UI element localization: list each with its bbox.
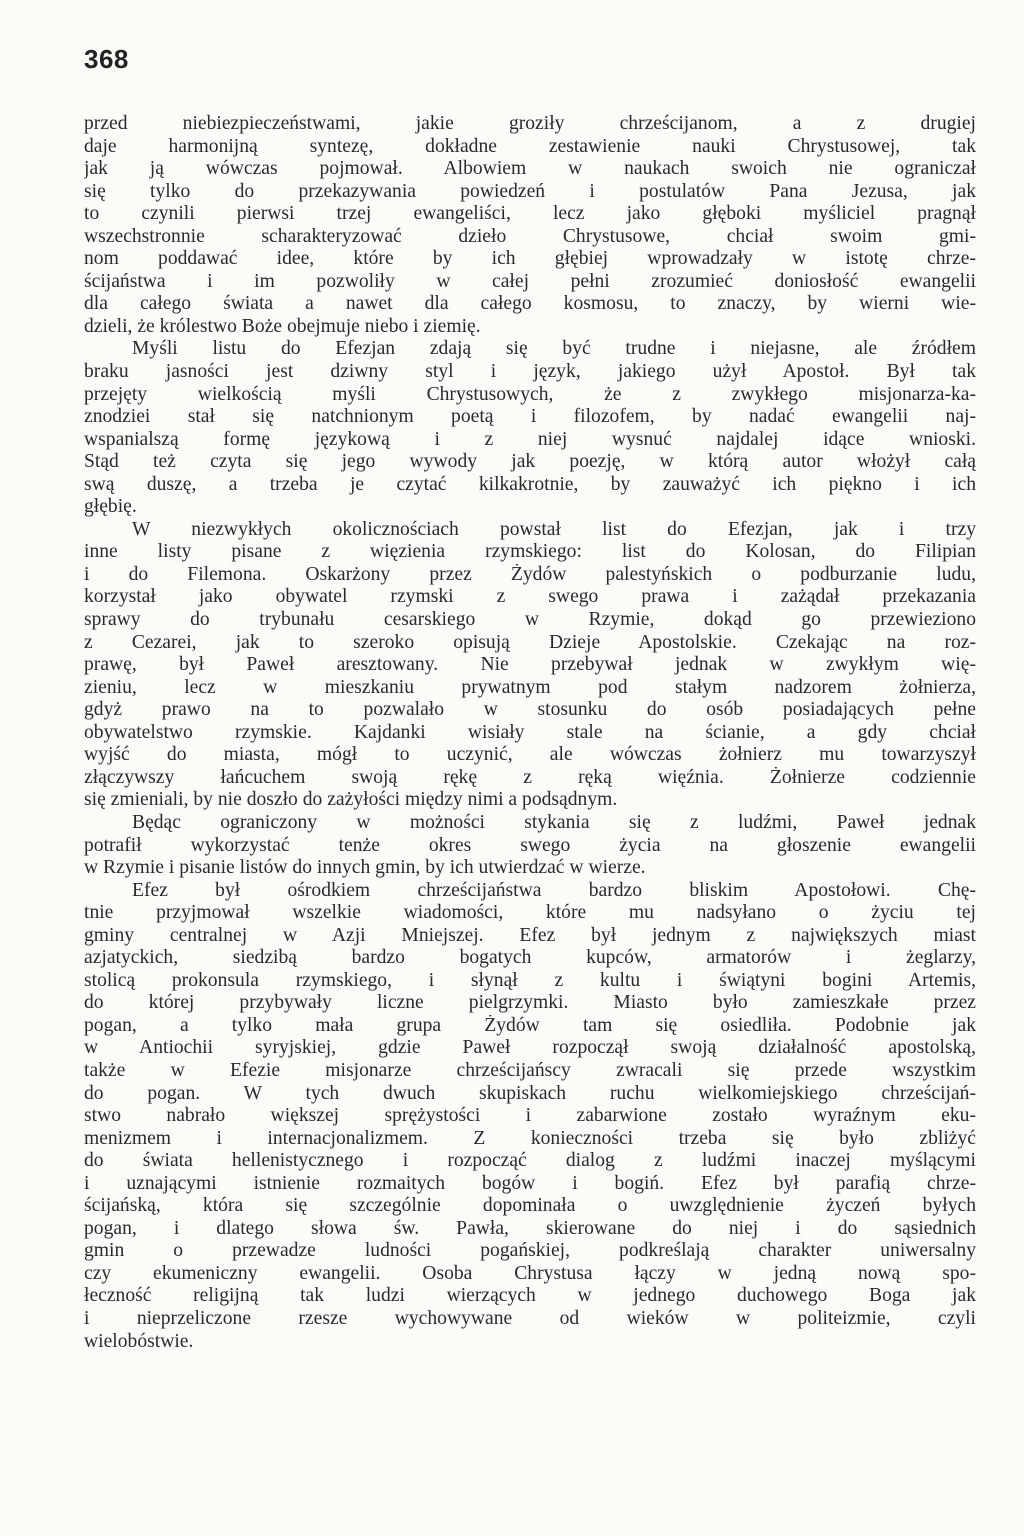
text-line: jak ją wówczas pojmował. Albowiem w naukach swoich nie ograniczał xyxy=(84,158,976,180)
text-line: i do Filemona. Oskarżony przez Żydów palestyńskich o podburzanie ludu, xyxy=(84,563,976,585)
text-line: korzystał jako obywatel rzymski z swego prawa i zażądał przekazania xyxy=(84,586,976,608)
text-line: potrafił wykorzystać tenże okres swego życia na głoszenie ewangelii xyxy=(84,834,976,856)
page-number: 368 xyxy=(84,44,129,74)
text-line: dla całego świata a nawet dla całego kosmosu, to znaczy, by wierni wie- xyxy=(84,293,976,315)
text-line: Będąc ograniczony w możności stykania się z ludźmi, Paweł jednak xyxy=(132,811,976,833)
text-line: stolicą prokonsula rzymskiego, i słynął z kultu i świątyni bogini Artemis, xyxy=(84,969,976,991)
text-line: Stąd też czyta się jego wywody jak poezję, w którą autor włożył całą xyxy=(84,451,976,473)
paragraph xyxy=(84,519,976,812)
text-line: znodziei stał się natchnionym poetą i filozofem, by nadać ewangelii naj- xyxy=(84,406,976,428)
text-line: azjatyckich, siedzibą bardzo bogatych kupców, armatorów i żeglarzy, xyxy=(84,947,976,969)
text-line: W niezwykłych okolicznościach powstał list do Efezjan, jak i trzy xyxy=(132,518,976,540)
text-line: do pogan. W tych dwuch skupiskach ruchu wielkomiejskiego chrześcijań- xyxy=(84,1082,976,1104)
text-line: prawę, był Paweł aresztowany. Nie przebywał jednak w zwykłym wię- xyxy=(84,654,976,676)
text-line: ścijańską, która się szczególnie dopominała o uwzględnienie życzeń byłych xyxy=(84,1195,976,1217)
text-line: tnie przyjmował wszelkie wiadomości, które mu nadsyłano o życiu tej xyxy=(84,902,976,924)
text-line: czy ekumeniczny ewangelii. Osoba Chrystusa łączy w jedną nową spo- xyxy=(84,1262,976,1284)
text-line: Myśli listu do Efezjan zdają się być trudne i niejasne, ale źródłem xyxy=(132,338,976,360)
text-line: w Antiochii syryjskiej, gdzie Paweł rozpoczął swoją działalność apostolską, xyxy=(84,1037,976,1059)
text-line: sprawy do trybunału cesarskiego w Rzymie, dokąd go przewieziono xyxy=(84,609,976,631)
text-line: menizmem i internacjonalizmem. Z konieczności trzeba się było zbliżyć xyxy=(84,1127,976,1149)
text-line: głębię. xyxy=(84,496,137,518)
text-line: i uznającymi istnienie rozmaitych bogów i bogiń. Efez był parafią chrze- xyxy=(84,1172,976,1194)
text-line: łeczność religijną tak ludzi wierzących w jednego duchowego Boga jak xyxy=(84,1285,976,1307)
text-line: do świata hellenistycznego i rozpocząć dialog z ludźmi inaczej myślącymi xyxy=(84,1150,976,1172)
paragraph xyxy=(84,812,976,880)
text-line: braku jasności jest dziwny styl i język, jakiego użył Apostoł. Był tak xyxy=(84,361,976,383)
paragraph xyxy=(84,113,976,338)
text-line: wspanialszą formę językową i z niej wysnuć najdalej idące wnioski. xyxy=(84,428,976,450)
text-line: pogan, a tylko mała grupa Żydów tam się osiedliła. Podobnie jak xyxy=(84,1014,976,1036)
text-line: gminy centralnej w Azji Mniejszej. Efez był jednym z największych miast xyxy=(84,924,976,946)
text-line: przed niebiezpieczeństwami, jakie groziły chrześcijanom, a z drugiej xyxy=(84,113,976,134)
text-line: i nieprzeliczone rzesze wychowywane od wieków w politeizmie, czyli xyxy=(84,1307,976,1329)
text-line: się tylko do przekazywania powiedzeń i postulatów Pana Jezusa, jak xyxy=(84,180,976,202)
text-line: inne listy pisane z więzienia rzymskiego: list do Kolosan, do Filipian xyxy=(84,541,976,563)
text-line: wszechstronnie scharakteryzować dzieło Chrystusowe, chciał swoim gmi- xyxy=(84,225,976,247)
text-line: Efez był ośrodkiem chrześcijaństwa bardzo bliskim Apostołowi. Chę- xyxy=(132,879,976,901)
text-line: dzieli, że królestwo Boże obejmuje niebo i ziemię. xyxy=(84,315,481,337)
text-line: do której przybywały liczne pielgrzymki. Miasto było zamieszkałe przez xyxy=(84,992,976,1014)
paragraph xyxy=(84,880,976,1353)
text-line: wielobóstwie. xyxy=(84,1330,194,1352)
text-line: złączywszy łańcuchem swoją rękę z ręką więźnia. Żołnierze codziennie xyxy=(84,766,976,788)
text-line: to czynili pierwsi trzej ewangeliści, lecz jako głęboki myśliciel pragnął xyxy=(84,203,976,225)
text-line: także w Efezie misjonarze chrześcijańscy zwracali się przede wszystkim xyxy=(84,1059,976,1081)
text-line: z Cezarei, jak to szeroko opisują Dzieje Apostolskie. Czekając na roz- xyxy=(84,631,976,653)
text-line: stwo nabrało większej sprężystości i zabarwione zostało wyraźnym eku- xyxy=(84,1105,976,1127)
paragraph xyxy=(84,338,976,518)
text-line: swą duszę, a trzeba je czytać kilkakrotnie, by zauważyć ich piękno i ich xyxy=(84,473,976,495)
text-line: się zmieniali, by nie doszło do zażyłości między nimi a podsądnym. xyxy=(84,789,618,811)
text-line: przejęty wielkością myśli Chrystusowych, że z zwykłego misjonarza-ka- xyxy=(84,383,976,405)
text-line: gdyż prawo na to pozwalało w stosunku do osób posiadających pełne xyxy=(84,699,976,721)
text-line: w Rzymie i pisanie listów do innych gmin, by ich utwierdzać w wierze. xyxy=(84,857,646,879)
text-line: gmin o przewadze ludności pogańskiej, podkreślają charakter uniwersalny xyxy=(84,1240,976,1262)
text-line: daje harmonijną syntezę, dokładne zestawienie nauki Chrystusowej, tak xyxy=(84,135,976,157)
text-line: wyjść do miasta, mógł to uczynić, ale wówczas żołnierz mu towarzyszył xyxy=(84,744,976,766)
text-line: zieniu, lecz w mieszkaniu prywatnym pod stałym nadzorem żołnierza, xyxy=(84,676,976,698)
text-line: nom poddawać idee, które by ich głębiej wprowadzały w istotę chrze- xyxy=(84,248,976,270)
text-line: obywatelstwo rzymskie. Kajdanki wisiały stale na ścianie, a gdy chciał xyxy=(84,721,976,743)
body-text xyxy=(84,113,976,1353)
text-line: ścijaństwa i im pozwoliły w całej pełni zrozumieć doniosłość ewangelii xyxy=(84,270,976,292)
text-line: pogan, i dlatego słowa św. Pawła, skierowane do niej i do sąsiednich xyxy=(84,1217,976,1239)
